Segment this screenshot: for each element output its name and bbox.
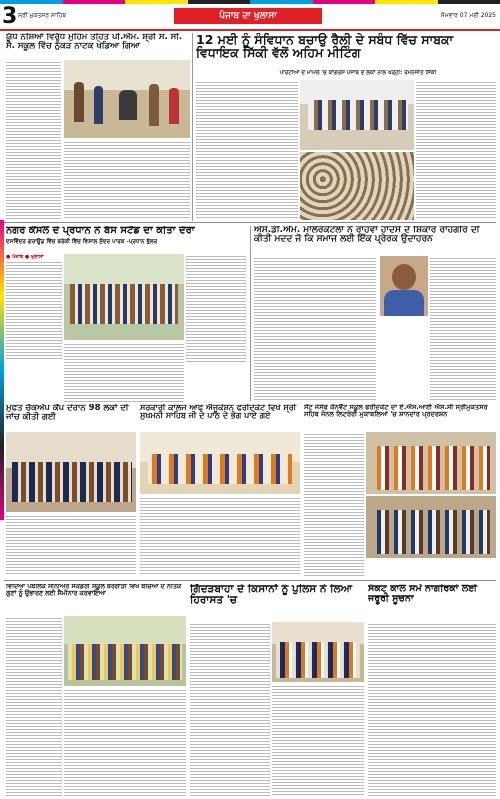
article-9-text-a [190,622,270,796]
article-7-photo-a [366,432,496,494]
article-8-headline-box [6,584,186,614]
article-4-text-b [430,256,496,401]
article-6-photo [140,432,300,494]
article-9-headline: ਗਿੱਦੜਬਾਹਾ ਦੇ ਕਿਸਾਨਾਂ ਨੂੰ ਪੁਲਿਸ ਨੇ ਲਿਆ ਹਿਰਾਸਤ 'ਚ [190,584,352,607]
article-10-headline: ਸੰਕਟ ਕਾਲ ਸਮੇਂ ਨਾਗਰਿਕਾਂ ਲਈ ਜਰੂਰੀ ਸੂਚਨਾ [368,584,477,604]
article-3-headline-box [6,226,246,252]
article-10-text [368,622,496,796]
article-1-headline-box [6,33,190,59]
color-register-strip [0,0,500,4]
article-2-headline-box [196,33,496,69]
article-7-headline: ਸੇਂਟ ਜੋਸੇਫ ਕੌਨਵੈਂਟ ਸਕੂਲ ਫਰੀਦਕੋਟ ਦਾ ਏ.ਐਸ.ਆਈ ਐਸ.ਸੀ ਸ੍ਰੀਮੁਕਤਸਰ ਸਹਿਬ ਜੋਨਲ ਲਿਟਰੇਰੀ ਮੁਕਾਬਲਿਆਂ 'ਚ ਸ਼ਾਨਦਾਰ ਪ੍ਰਦਰਸ਼ਨ [304,404,488,418]
article-2-subhead: ਪਾਰਟੀਆਂ ਦੇ ਮਾਮਲੇ 'ਚ ਕਾਂਗਰਸ ਪੰਜਾਬ ਦੇ ਲੋਕਾਂ ਨਾਲ ਖੜ੍ਹੀ: ਰਮਨਜੀਤ ਸਿੱਕੀ [279,70,437,76]
article-3-text-c [64,342,184,402]
article-6-headline: ਸਰਕਾਰੀ ਕਾਲਜ ਆਫ ਐਜੂਕੇਸ਼ਨ ਫਰੀਦਕੋਟ ਵਿਖੇ ਸ੍ਰੀ ਸੁਖਮਨੀ ਸਾਹਿਬ ਜੀ ਦੇ ਪਾਠ ਦੇ ਭੋਗ ਪਾਏ ਗਏ [140,404,297,421]
article-2-headline: 12 ਮਈ ਨੂੰ ਸੰਵਿਧਾਨ ਬਚਾਉ ਰੈਲੀ ਦੇ ਸਬੰਧ ਵਿੱਚ ਸਾਬਕਾ ਵਿਧਾਇਕ ਸਿੱਕੀ ਵੱਲੋਂ ਅਹਿਮ ਮੀਟਿੰਗ [196,33,454,61]
column-divider [192,33,193,221]
article-1-text [6,60,61,220]
article-4-text-a [254,256,376,401]
article-4-headline-box [254,226,496,252]
article-5-text [6,514,136,576]
article-2-text-left [196,80,298,220]
article-3-photo [64,254,184,340]
article-3-text-a [6,254,62,364]
article-1-photo [64,60,190,138]
section-rule-2 [4,580,496,581]
section-rule-1 [4,222,496,223]
article-8-text [6,616,62,796]
article-2-subhead-box [228,70,488,78]
article-1-headline: ਯੁੱਧ ਨਸ਼ਿਆਂ ਵਿਰੁੱਧ ਮੁਹਿੰਮ ਤਹਿਤ ਪੀ.ਐੱਮ. ਸ਼੍ਰੀ ਸ. ਸੀ. ਸੈ. ਸਕੂਲ ਵਿੱਚ ਨੁੱਕੜ ਨਾਟਕ ਖੇਡਿਆ ਗਿਆ [6,33,183,51]
article-5-headline: ਮੁਫਤ ਚੈੱਕਅੱਪ ਕੈਂਪ ਦੌਰਾਨ 98 ਲੋਕਾਂ ਦੀ ਜਾਂਚ ਕੀਤੀ ਗਈ [6,404,129,422]
page-header [0,6,500,30]
header-rule [0,29,500,31]
article-9-headline-box [190,584,364,620]
page-number: 3 [2,4,18,29]
article-4-headline: ਐਸ.ਡੀ.ਐਮ. ਮਾਲੇਰਕੋਟਲਾ ਨੇ ਰਾਹਵਾਂ ਹਾਦਸੇ ਦੇ ਸ਼ਿਕਾਰ ਰਾਹਗੀਰ ਦੀ ਕੀਤੀ ਮਦਦ ਜੋ ਕਿ ਸਮਾਜ ਲਈ ਇੱਕ ਪ੍ਰੇਰਕ ਉਦਾਹਰਨ [254,226,480,245]
article-5-headline-box [6,404,136,430]
article-8-text-b [64,688,186,796]
publication-name: ਸ੍ਰੀ ਮੁਕਤਸਰ ਸਾਹਿਬ [18,12,67,19]
article-8-headline: ਵਿਦਿਆ ਪਬਲਿਕ ਸੀਨੀਅਰ ਸੈਕੰਡਰੀ ਸਕੂਲ ਬਰਗਾੜੀ ਵਿਖੇ ਬੱਚਿਆਂ ਦੇ ਨੈਤਿਕ ਗੁਣਾਂ ਨੂੰ ਉਭਾਰਣ ਲਈ ਸੈਮੀਨਾਰ ਕਰਵਾਇਆ [6,584,182,597]
article-2-text-right [416,80,496,220]
article-6-text [140,496,300,576]
article-3-subhead: ਦਸਵਿੰਦਰ ਗਰਾਊਂਡ ਵਿੱਚ ਬਰੇਕੀ ਵਿੱਚ ਵਿਸ਼ਾਲ ਸੁੰਦਰ ਪਾਰਕ -ਪ੍ਰਧਾਨ ਭੁੱਲਰ [6,238,158,245]
article-6-headline-box [140,404,300,430]
section-banner: ਪੰਜਾਬ ਦਾ ਖੁਲਾਸਾ [174,8,322,24]
column-divider-2 [250,226,251,401]
article-3-dateline: ● ਪੰਜਾਬ ● ਖੁਲਾਸਾ [6,254,44,260]
color-tab-bar [0,220,4,520]
article-2-photo-main [300,80,414,150]
issue-date: ਸੋਮਵਾਰ 07 ਮਈ 2025 [440,12,496,19]
article-2-photo-crowd [300,152,414,220]
article-7-text [304,432,364,577]
article-1-columns [64,140,190,220]
article-3-headline: ਨਗਰ ਕੌਂਸਲ ਦੇ ਪ੍ਰਧਾਨ ਨੇ ਬੱਸ ਸਟੈਂਡ ਦਾ ਕੀਤਾ ਦੌਰਾ [6,226,195,236]
article-7-headline-box [304,404,496,430]
article-9-text-b [272,684,364,796]
article-7-photo-b [366,496,496,558]
article-10-headline-box [368,584,496,620]
article-9-photo [272,622,364,682]
article-3-text-b [186,254,246,364]
article-8-photo [64,616,186,686]
article-4-portrait [380,256,428,316]
article-5-photo [6,432,136,512]
